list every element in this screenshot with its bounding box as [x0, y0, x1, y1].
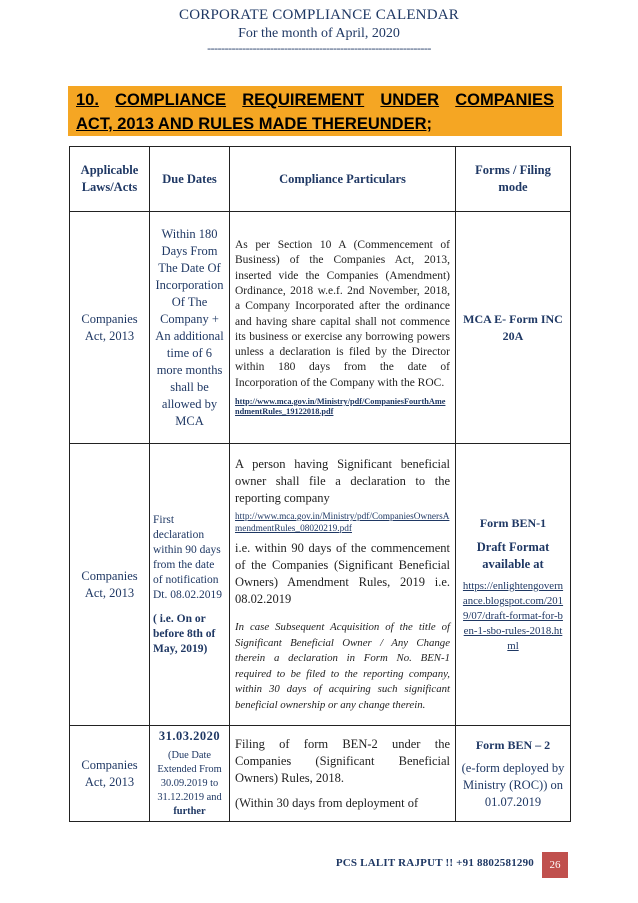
form-deployment-note: (e-form deployed by Ministry (ROC)) on 01.07.2019 — [461, 760, 565, 809]
page-header — [0, 6, 638, 53]
table-header-row — [70, 147, 571, 212]
particulars-cell — [230, 444, 456, 726]
due-date-extension-bold: further — [173, 806, 206, 817]
draft-format-link[interactable]: https://enlightengovernance.blogspot.com/2019/07/draft-format-for-ben-1-sbo-rules-2018.html — [462, 580, 564, 652]
header-due-dates: Due Dates — [150, 147, 230, 212]
particulars-italic-note: In case Subsequent Acquisition of the title of Significant Beneficial Owner / Any Change therein a declaration in Form No. BEN-1 required to be filed to the reporting company, within 30 days of acquiring such significant beneficial ownership or any change therein. — [235, 621, 450, 711]
document-title: CORPORATE COMPLIANCE CALENDAR — [179, 7, 459, 23]
mca-rules-link[interactable]: http://www.mca.gov.in/Ministry/pdf/CompaniesFourthAmendmentRules_19122018.pdf — [235, 396, 446, 416]
section-heading-line-1 — [76, 88, 554, 112]
due-date-value: 31.03.2020 — [158, 729, 221, 743]
footer-author: PCS LALIT RAJPUT !! +91 8802581290 — [335, 857, 534, 869]
section-word: UNDER — [380, 91, 440, 109]
particulars-text: Filing of form BEN-2 under the Companies (Significant Beneficial Owners) Rules, 2018. — [235, 736, 450, 785]
table-row — [70, 444, 571, 726]
section-heading-line-2: ACT, 2013 AND RULES MADE THEREUNDER; — [76, 115, 433, 133]
due-date-text: First declaration within 90 days from the date of notification Dt. 08.02.2019 — [153, 513, 222, 601]
section-heading — [68, 86, 562, 136]
document-subtitle: For the month of April, 2020 — [238, 26, 400, 41]
header-particulars: Compliance Particulars — [230, 147, 456, 212]
table-row — [70, 212, 571, 444]
law-cell: Companies Act, 2013 — [70, 212, 150, 444]
table-row — [70, 726, 571, 822]
form-name: Form BEN – 2 — [475, 737, 551, 752]
law-cell: Companies Act, 2013 — [70, 444, 150, 726]
form-cell: MCA E- Form INC 20A — [456, 212, 571, 444]
due-date-cell: Within 180 Days From The Date Of Incorporation Of The Company + An additional time of 6 more months shall be allowed by MCA — [150, 212, 230, 444]
section-word: COMPLIANCE — [115, 91, 227, 109]
form-draft-label: Draft Format available at — [476, 540, 550, 571]
particulars-cell — [230, 212, 456, 444]
form-cell — [456, 726, 571, 822]
header-laws: Applicable Laws/Acts — [70, 147, 150, 212]
form-cell — [456, 444, 571, 726]
due-date-note: ( i.e. On or before 8th of May, 2019) — [153, 612, 216, 655]
particulars-text: As per Section 10 A (Commencement of Business) of the Companies Act, 2013, inserted vide the Companies (Amendment) Ordinance, 2018 w.e.f. 2nd November, 2018, a Company Incorporated after the ordinance and having share capital shall not commence its business or exercise any borrowing powers unless a declaration is filed by the Director within 180 days from the date of Incorporation of the Company with the ROC. — [235, 239, 450, 389]
compliance-table — [69, 146, 571, 822]
page-footer — [0, 852, 638, 878]
section-word: 10. — [76, 91, 99, 109]
law-cell: Companies Act, 2013 — [70, 726, 150, 822]
section-word: COMPANIES — [455, 91, 554, 109]
due-date-extension-text: (Due Date Extended From 30.09.2019 to 31.12.2019 and — [157, 750, 222, 803]
particulars-lead: A person having Significant beneficial owner shall file a declaration to the reporting company — [235, 457, 450, 505]
particulars-within: i.e. within 90 days of the commencement of the Companies (Significant Beneficial Owners) Amendment Rules, 2019 i.e. 08.02.2019 — [235, 541, 450, 606]
mca-amendment-link[interactable]: http://www.mca.gov.in/Ministry/pdf/CompaniesOwnersAmendmentRules_08020219.pdf — [235, 512, 450, 534]
section-word: REQUIREMENT — [242, 91, 365, 109]
due-date-cell — [150, 726, 230, 822]
page-number: 26 — [542, 852, 568, 878]
header-rule: ---------------------------------------------------------------- — [207, 41, 431, 55]
particulars-cell — [230, 726, 456, 822]
header-forms: Forms / Filing mode — [456, 147, 571, 212]
due-date-cell — [150, 444, 230, 726]
form-name: Form BEN-1 — [479, 516, 547, 530]
particulars-within: (Within 30 days from deployment of — [235, 795, 419, 810]
due-date-extension — [155, 749, 224, 819]
